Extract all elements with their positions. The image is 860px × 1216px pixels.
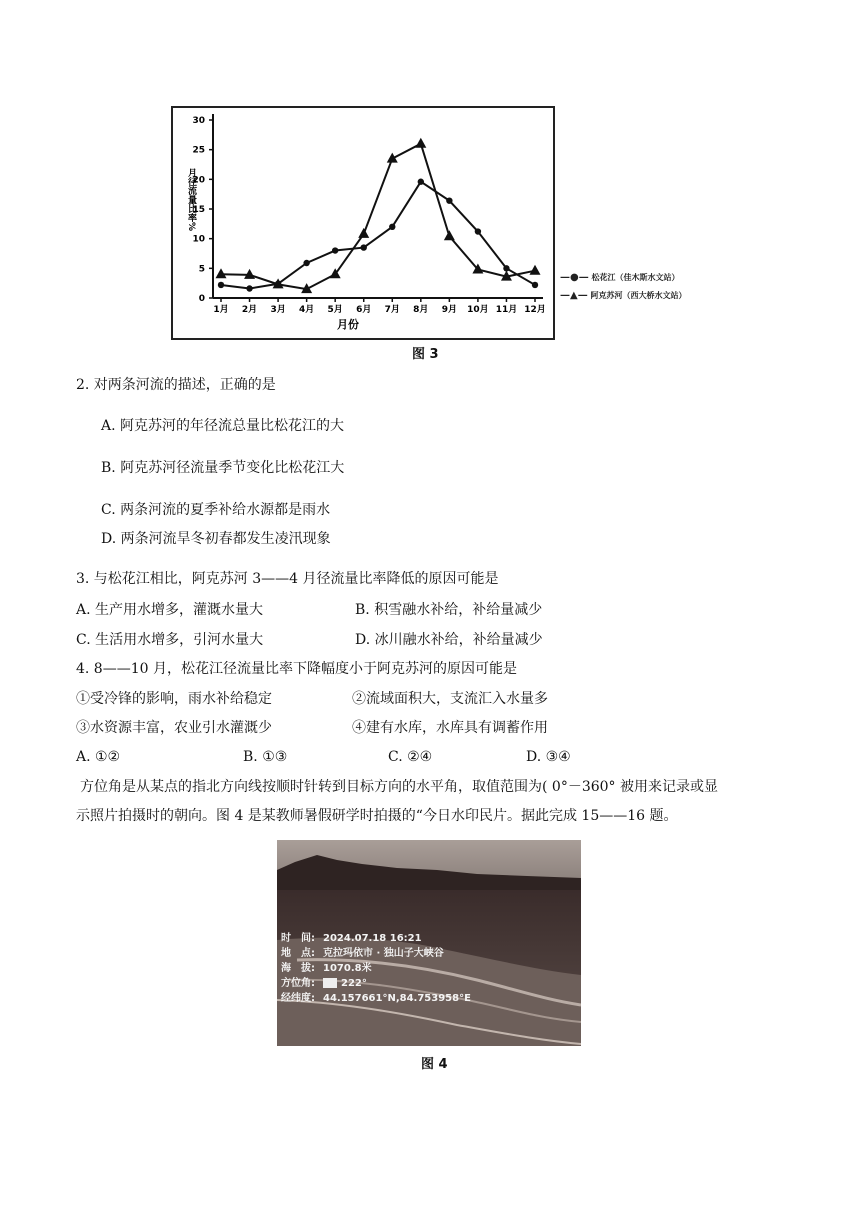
- point-0-1: [246, 285, 252, 291]
- q3-stem: 3. 与松花江相比，阿克苏河 3——4 月径流量比率降低的原因可能是: [76, 571, 499, 587]
- q2-option-c: C. 两条河流的夏季补给水源都是雨水: [101, 502, 331, 518]
- compass-icon: [323, 978, 337, 988]
- point-0-6: [389, 224, 395, 230]
- x-tick-label: 2月: [241, 305, 258, 315]
- y-tick-label: 15: [192, 205, 205, 215]
- chart-svg: [173, 108, 553, 338]
- q4-item-3: ③水资源丰富，农业引水灌溉少: [76, 720, 272, 736]
- q3-option-a: A. 生产用水增多，灌溉水量大: [76, 602, 264, 618]
- q4-item-1: ①受冷锋的影响，雨水补给稳定: [76, 691, 272, 707]
- point-0-7: [418, 179, 424, 185]
- photo-azimuth-row: 方位角: 222°: [281, 978, 367, 989]
- q3-option-d: D. 冰川融水补给，补给量减少: [355, 632, 543, 648]
- point-0-0: [218, 282, 224, 288]
- point-0-10: [503, 265, 509, 271]
- point-1-5: [358, 228, 369, 238]
- legend-item-songhua: —●— 松花江（佳木斯水文站）: [560, 272, 680, 283]
- x-tick-label: 6月: [356, 305, 372, 315]
- figure-3-caption: 图 3: [412, 347, 439, 362]
- point-1-0: [216, 268, 227, 278]
- legend-item-akesu: —▲— 阿克苏河（西大桥水文站）: [560, 290, 687, 301]
- y-tick-label: 10: [192, 234, 205, 245]
- y-tick-label: 25: [192, 145, 205, 156]
- y-tick-label: 5: [198, 264, 205, 275]
- intro-line-1: 方位角是从某点的指北方向线按顺时针转到目标方向的水平角，取值范围为( 0°－360° 被用来记录或显: [80, 779, 718, 795]
- q4-stem: 4. 8——10 月，松花江径流量比率下降幅度小于阿克苏河的原因可能是: [76, 661, 517, 677]
- photo-coord-row: 经纬度: 44.157661°N,84.753958°E: [281, 993, 471, 1004]
- series-line-1: [221, 144, 535, 289]
- y-tick-label: 0: [198, 294, 205, 304]
- x-tick-label: 12月: [524, 305, 546, 315]
- figure-3-chart: [171, 106, 555, 340]
- photo-time-row: 时 间: 2024.07.18 16:21: [281, 933, 422, 944]
- q4-option-b: B. ①③: [243, 749, 288, 765]
- y-axis-label: 月径流量比率%: [186, 168, 196, 232]
- q2-option-a: A. 阿克苏河的年径流总量比松花江的大: [101, 418, 345, 434]
- y-tick-label: 20: [192, 175, 205, 186]
- x-tick-label: 11月: [495, 305, 518, 315]
- photo-place-row: 地 点: 克拉玛依市 · 独山子大峡谷: [281, 948, 444, 959]
- point-0-3: [303, 260, 309, 266]
- photo-altitude-row: 海 拔: 1070.8米: [281, 963, 372, 974]
- x-tick-label: 3月: [270, 305, 286, 315]
- point-0-4: [332, 247, 338, 253]
- point-0-5: [361, 244, 367, 250]
- x-tick-label: 1月: [213, 305, 229, 315]
- x-tick-label: 7月: [384, 305, 400, 315]
- point-1-11: [530, 265, 541, 275]
- q4-item-4: ④建有水库，水库具有调蓄作用: [352, 720, 548, 736]
- point-0-9: [475, 228, 481, 234]
- q2-option-b: B. 阿克苏河径流量季节变化比松花江大: [101, 460, 345, 476]
- x-tick-label: 5月: [327, 305, 343, 315]
- point-1-8: [444, 230, 455, 240]
- point-0-8: [446, 197, 452, 203]
- x-tick-label: 4月: [299, 305, 315, 315]
- x-tick-label: 9月: [441, 305, 457, 315]
- q3-option-c: C. 生活用水增多，引河水量大: [76, 632, 264, 648]
- intro-line-2: 示照片拍摄时的朝向。图 4 是某教师暑假研学时拍摄的“今日水印民片。据此完成 15——16 题。: [76, 808, 678, 824]
- point-1-7: [415, 138, 426, 148]
- q2-option-d: D. 两条河流旱冬初春都发生凌汛现象: [101, 531, 331, 547]
- q4-option-d: D. ③④: [526, 749, 571, 765]
- figure-4-photo: [277, 840, 581, 1046]
- figure-4-caption: 图 4: [421, 1057, 448, 1072]
- x-axis-label: 月份: [337, 318, 359, 331]
- x-tick-label: 10月: [467, 305, 489, 315]
- q3-option-b: B. 积雪融水补给，补给量减少: [355, 602, 543, 618]
- y-tick-label: 30: [192, 116, 205, 126]
- x-tick-label: 8月: [413, 305, 429, 315]
- point-0-11: [532, 282, 538, 288]
- q4-option-c: C. ②④: [388, 749, 433, 765]
- q4-item-2: ②流域面积大，支流汇入水量多: [352, 691, 548, 707]
- q4-option-a: A. ①②: [76, 749, 121, 765]
- q2-stem: 2. 对两条河流的描述，正确的是: [76, 377, 276, 393]
